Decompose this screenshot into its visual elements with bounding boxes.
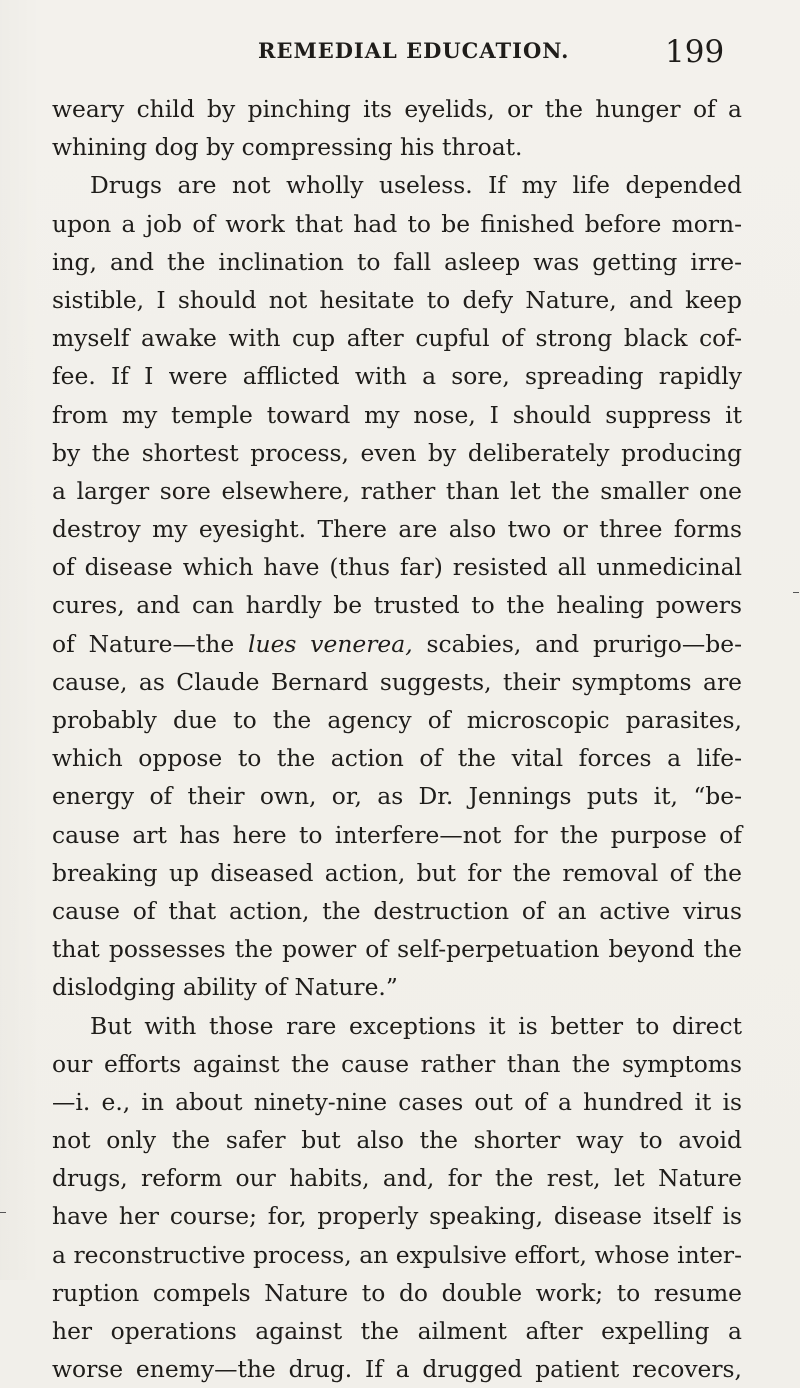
page-number: 199 (665, 34, 725, 70)
text-line: fee. If I were afflicted with a sore, spreading rapidly (52, 362, 742, 391)
text-segment: of Nature—the (52, 629, 249, 658)
text-line: not only the safer but also the shorter way to avoid (52, 1126, 742, 1155)
text-line: cause of that action, the destruction of an active virus (52, 896, 742, 925)
text-line: dislodging ability of Nature.” (52, 973, 398, 1002)
text-line: worse enemy—the drug. If a drugged patient recovers, (52, 1355, 742, 1384)
text-line: probably due to the agency of microscopic parasites, (52, 706, 742, 734)
text-line: Drugs are not wholly useless. If my life depended (90, 171, 742, 200)
text-line: which oppose to the action of the vital forces a life- (52, 744, 742, 773)
running-head: REMEDIAL EDUCATION. (258, 38, 570, 63)
text-line: cures, and can hardly be trusted to the healing powers (52, 591, 742, 620)
text-line: sistible, I should not hesitate to defy Nature, and keep (52, 285, 742, 314)
margin-mark (793, 592, 799, 593)
text-line: our efforts against the cause rather than the symptoms (52, 1049, 742, 1078)
body-text (52, 90, 742, 1388)
text-line: cause art has here to interfere—not for the purpose of (52, 820, 742, 849)
text-line: But with those rare exceptions it is better to direct (90, 1011, 742, 1040)
italic-phrase: lues venerea, (248, 629, 413, 658)
text-line: her operations against the ailment after expelling a (52, 1317, 742, 1345)
text-line: of disease which have (thus far) resisted all unmedicinal (52, 553, 742, 582)
text-line: cause, as Claude Bernard suggests, their symptoms are (52, 667, 742, 696)
text-line: energy of their own, or, as Dr. Jennings puts it, “be- (52, 782, 742, 811)
text-line: a reconstructive process, an expulsive effort, whose inter- (52, 1240, 742, 1269)
margin-mark (0, 1212, 6, 1213)
text-line: —i. e., in about ninety-nine cases out of a hundred it is (52, 1087, 742, 1116)
text-line: that possesses the power of self-perpetuation beyond the (52, 935, 742, 964)
text-line-with-italic (52, 625, 742, 663)
text-line: myself awake with cup after cupful of strong black cof- (52, 324, 742, 353)
text-line: ing, and the inclination to fall asleep was getting irre- (52, 247, 742, 276)
text-line: have her course; for, properly speaking, disease itself is (52, 1202, 742, 1231)
text-line: a larger sore elsewhere, rather than let the smaller one (52, 476, 742, 505)
text-line: drugs, reform our habits, and, for the rest, let Nature (52, 1164, 742, 1193)
text-segment: scabies, and prurigo—be- (412, 629, 742, 658)
text-line: weary child by pinching its eyelids, or the hunger of a (52, 95, 742, 123)
text-line: upon a job of work that had to be finished before morn- (52, 209, 742, 238)
text-line: ruption compels Nature to do double work; to resume (52, 1278, 742, 1307)
text-line: whining dog by compressing his throat. (52, 133, 523, 162)
text-line: from my temple toward my nose, I should suppress it (52, 400, 742, 429)
text-line: breaking up diseased action, but for the removal of the (52, 858, 742, 887)
text-line: by the shortest process, even by deliberately producing (52, 438, 742, 467)
text-line: destroy my eyesight. There are also two or three forms (52, 515, 742, 544)
